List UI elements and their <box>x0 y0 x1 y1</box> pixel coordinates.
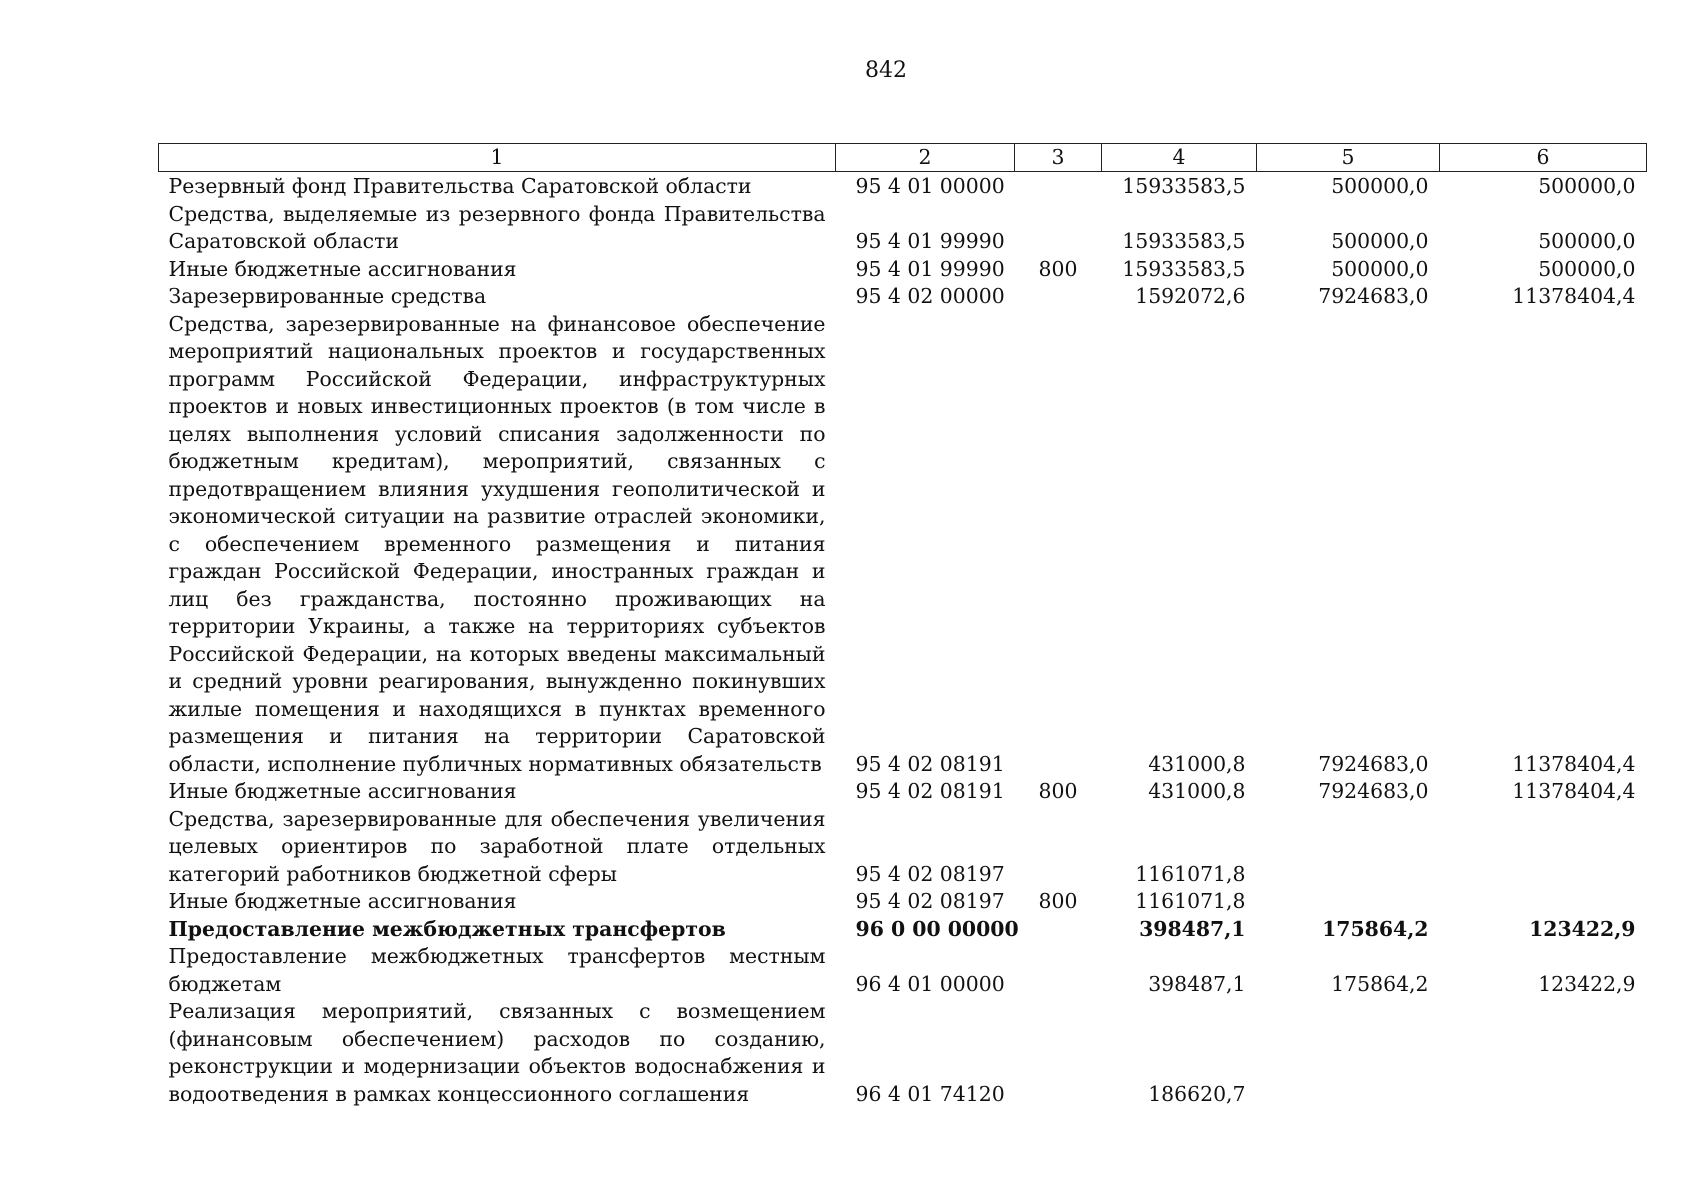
row-value-3: 123422,9 <box>1538 971 1636 996</box>
row-name: Иные бюджетные ассигнования <box>168 256 517 281</box>
row-value-2: 175864,2 <box>1331 971 1429 996</box>
row-value-2: 500000,0 <box>1331 174 1429 198</box>
row-name: Резервный фонд Правительства Саратовской области <box>168 174 752 198</box>
row-group: 800 <box>1038 779 1078 803</box>
column-header-group: 3 <box>1015 144 1102 172</box>
row-value-1: 15933583,5 <box>1122 256 1246 281</box>
row-code: 95 4 02 08197 <box>855 861 1005 886</box>
row-value-3: 500000,0 <box>1538 256 1636 281</box>
column-header-code: 2 <box>836 144 1015 172</box>
row-value-2: 175864,2 <box>1322 916 1429 941</box>
row-name: Зарезервированные средства <box>168 284 487 308</box>
row-value-2: 7924683,0 <box>1318 751 1429 776</box>
table-row <box>159 311 1647 779</box>
row-group <box>1015 172 1102 201</box>
row-value-3: 11378404,4 <box>1512 751 1636 776</box>
row-value-1: 398487,1 <box>1139 916 1246 941</box>
row-value-3 <box>1440 998 1647 1108</box>
row-group <box>1015 283 1102 311</box>
row-group <box>1015 201 1102 256</box>
row-value-3: 500000,0 <box>1538 174 1636 198</box>
row-value-1: 1161071,8 <box>1135 889 1246 913</box>
table-row <box>159 943 1647 998</box>
row-value-1: 15933583,5 <box>1122 229 1246 253</box>
table-row-section-total <box>159 916 1647 944</box>
row-value-1: 398487,1 <box>1148 971 1246 996</box>
row-code: 95 4 01 00000 <box>855 174 1005 198</box>
column-header-year2: 5 <box>1257 144 1440 172</box>
row-value-2: 7924683,0 <box>1318 779 1429 803</box>
row-code: 95 4 02 08191 <box>855 779 1005 803</box>
column-header-name: 1 <box>159 144 836 172</box>
row-group: 800 <box>1038 889 1078 913</box>
row-code: 96 4 01 74120 <box>855 1081 1005 1106</box>
row-value-1: 1592072,6 <box>1135 284 1246 308</box>
table-header-row <box>159 144 1647 172</box>
row-value-2 <box>1257 888 1440 916</box>
row-group <box>1015 943 1102 998</box>
row-code: 95 4 01 99990 <box>855 229 1005 253</box>
row-value-2: 500000,0 <box>1331 229 1429 253</box>
table-row <box>159 172 1647 201</box>
column-header-year1: 4 <box>1102 144 1257 172</box>
row-group <box>1015 916 1102 944</box>
table-row <box>159 283 1647 311</box>
row-value-2: 500000,0 <box>1331 256 1429 281</box>
row-value-3 <box>1440 806 1647 889</box>
row-value-2 <box>1257 998 1440 1108</box>
row-value-3: 11378404,4 <box>1512 284 1636 308</box>
row-group <box>1015 998 1102 1108</box>
row-value-1: 15933583,5 <box>1122 174 1246 198</box>
row-group <box>1015 806 1102 889</box>
row-name: Иные бюджетные ассигнования <box>168 779 517 803</box>
row-value-1: 431000,8 <box>1148 751 1246 776</box>
row-code: 96 0 00 00000 <box>855 916 1019 941</box>
table-row <box>159 201 1647 256</box>
row-value-1: 1161071,8 <box>1135 861 1246 886</box>
row-value-1: 186620,7 <box>1148 1081 1246 1106</box>
column-header-year3: 6 <box>1440 144 1647 172</box>
row-name: Реализация мероприятий, связанных с возмещением (финансовым обеспечением) расходов по созданию, реконструкции и модернизации объектов водоснабжения и водоотведения в рамках концессионного соглашения <box>168 999 826 1106</box>
row-code: 96 4 01 00000 <box>855 971 1005 996</box>
row-value-3 <box>1440 888 1647 916</box>
page-number: 842 <box>865 58 907 83</box>
row-value-3: 500000,0 <box>1538 229 1636 253</box>
table-row <box>159 998 1647 1108</box>
budget-table <box>158 143 1647 1108</box>
table-row <box>159 806 1647 889</box>
row-code: 95 4 01 99990 <box>855 256 1005 281</box>
row-group: 800 <box>1038 256 1078 281</box>
row-value-3: 123422,9 <box>1529 916 1636 941</box>
row-name: Средства, выделяемые из резервного фонда Правительства Саратовской области <box>168 201 826 253</box>
row-name: Предоставление межбюджетных трансфертов <box>168 916 726 941</box>
row-name: Предоставление межбюджетных трансфертов местным бюджетам <box>168 944 826 996</box>
row-value-2 <box>1257 806 1440 889</box>
row-value-3: 11378404,4 <box>1512 779 1636 803</box>
row-code: 95 4 02 00000 <box>855 284 1005 308</box>
row-name: Средства, зарезервированные на финансовое обеспечение мероприятий национальных проектов и государственных программ Российской Федерации, инфраструктурных проектов и новых инвестиционных проектов (в том числе в целях выполнения условий списания задолженности по бюджетным кредитам), мероприятий, связанных с предотвращением влияния ухудшения геополитической и экономической ситуации на развитие отраслей экономики, с обеспечением временного размещения и питания граждан Российской Федерации, иностранных граждан и лиц без гражданства, постоянно проживающих на территории Украины, а также на территориях субъектов Российской Федерации, на которых введены максимальный и средний уровни реагирования, вынужденно покинувших жилые помещения и находящихся в пунктах временного размещения и питания на территории Саратовской области, исполнение публичных нормативных обязательств <box>168 311 826 776</box>
row-value-2: 7924683,0 <box>1318 284 1429 308</box>
row-name: Средства, зарезервированные для обеспечения увеличения целевых ориентиров по заработной плате отдельных категорий работников бюджетной сферы <box>168 806 826 886</box>
table-row <box>159 778 1647 806</box>
row-name: Иные бюджетные ассигнования <box>168 889 517 913</box>
row-code: 95 4 02 08197 <box>855 889 1005 913</box>
table-row <box>159 888 1647 916</box>
row-code: 95 4 02 08191 <box>855 751 1005 776</box>
row-value-1: 431000,8 <box>1148 779 1246 803</box>
table-row <box>159 256 1647 284</box>
row-group <box>1015 311 1102 779</box>
